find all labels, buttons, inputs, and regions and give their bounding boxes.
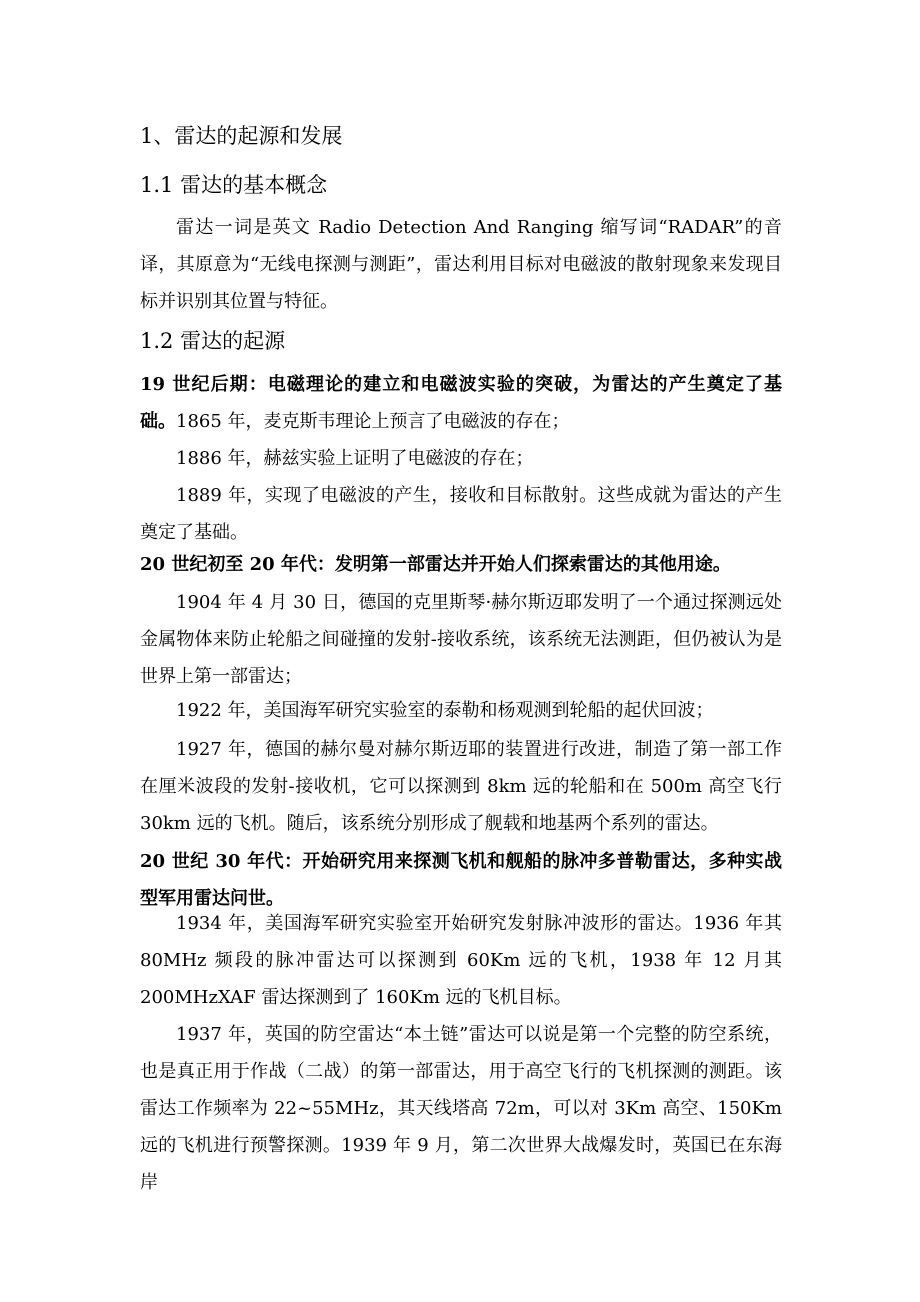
paragraph-1904: 1904 年 4 月 30 日，德国的克里斯琴·赫尔斯迈耶发明了一个通过探测远处金属物体来防止轮船之间碰撞的发射-接收系统，该系统无法测距，但仍被认为是世界上第一部雷达； xyxy=(140,592,782,687)
heading-basic-concept: 1.1 雷达的基本概念 xyxy=(140,173,328,197)
paragraph-1889: 1889 年，实现了电磁波的产生，接收和目标散射。这些成就为雷达的产生奠定了基础。 xyxy=(140,485,782,543)
paragraph-1937: 1937 年，英国的防空雷达“本土链”雷达可以说是第一个完整的防空系统，也是真正用于作战（二战）的第一部雷达，用于高空飞行的飞机探测的测距。该雷达工作频率为 22~55MHz，其天线塔高 72m，可以对 3Km 高空、150Km 远的飞机进行预警探测。1939 年 9 月，第二次世界大战爆发时，英国已在东海岸 xyxy=(140,1024,782,1193)
era-heading-early-20th-century: 20 世纪初至 20 年代：发明第一部雷达并开始人们探索雷达的其他用途。 xyxy=(140,554,731,575)
era-heading-1930s: 20 世纪 30 年代：开始研究用来探测飞机和舰船的脉冲多普勒雷达，多种实战型军用雷达问世。 xyxy=(140,851,782,909)
paragraph-1934: 1934 年，美国海军研究实验室开始研究发射脉冲波形的雷达。1936 年其 80MHz 频段的脉冲雷达可以探测到 60Km 远的飞机，1938 年 12 月其 200MHzXAF 雷达探测到了 160Km 远的飞机目标。 xyxy=(140,913,782,1008)
era-heading-19th-century: 19 世纪后期：电磁理论的建立和电磁波实验的突破，为雷达的产生奠定了基础。 xyxy=(140,374,782,432)
heading-radar-origin: 1.2 雷达的起源 xyxy=(140,329,286,353)
paragraph-1886: 1886 年，赫兹实验上证明了电磁波的存在； xyxy=(176,448,534,469)
heading-radar-origin-development: 1、雷达的起源和发展 xyxy=(140,124,343,148)
paragraph-1927: 1927 年，德国的赫尔曼对赫尔斯迈耶的装置进行改进，制造了第一部工作在厘米波段的发射-接收机，它可以探测到 8km 远的轮船和在 500m 高空飞行 30km 远的飞机。随后，该系统分别形成了舰载和地基两个系列的雷达。 xyxy=(140,739,782,834)
paragraph-1865: 1865 年，麦克斯韦理论上预言了电磁波的存在； xyxy=(176,411,570,432)
paragraph-1922: 1922 年，美国海军研究实验室的泰勒和杨观测到轮船的起伏回波； xyxy=(176,700,714,721)
paragraph-basic-concept: 雷达一词是英文 Radio Detection And Ranging 缩写词“RADAR”的音译，其原意为“无线电探测与测距”，雷达利用目标对电磁波的散射现象来发现目标并识别其位置与特征。 xyxy=(140,217,782,312)
